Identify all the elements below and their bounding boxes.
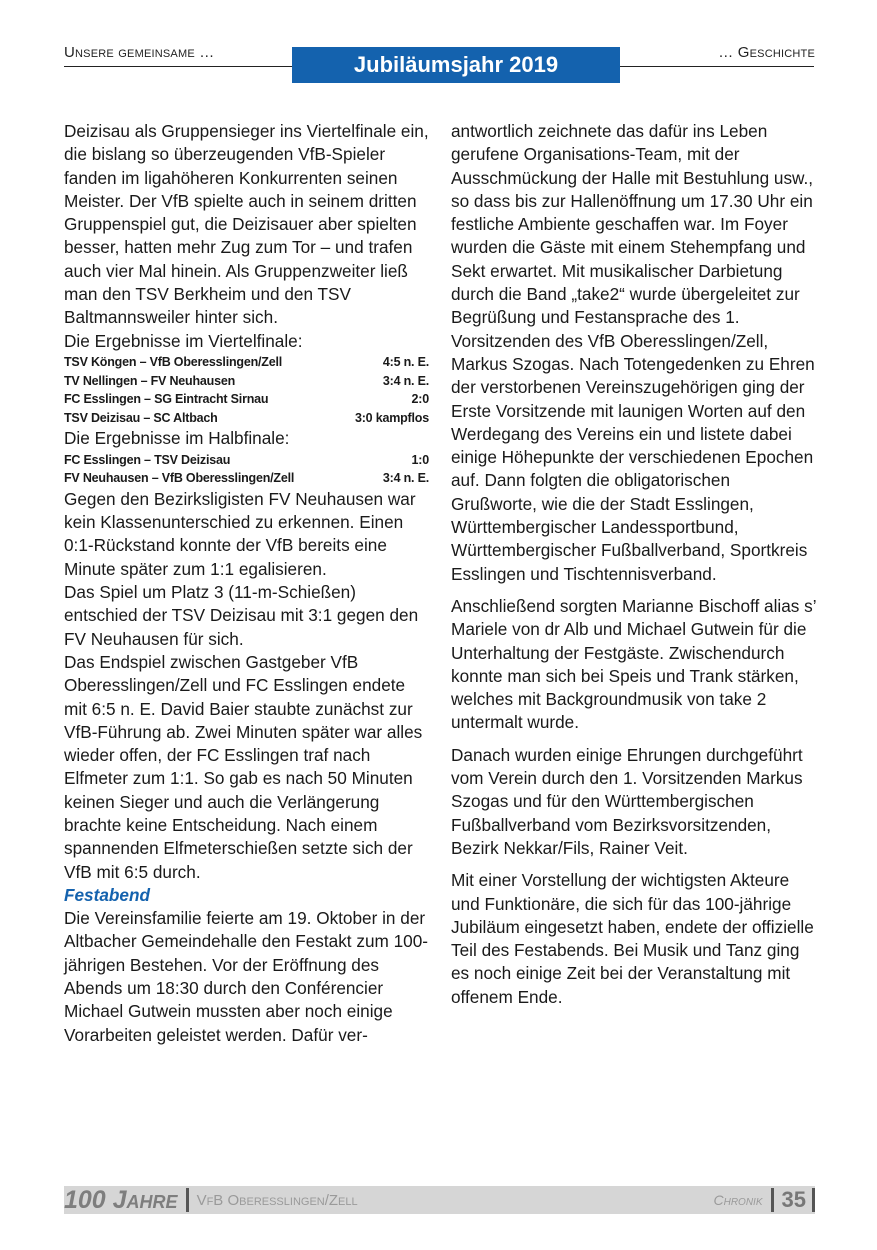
result-row — [64, 372, 429, 391]
quarterfinal-heading: Die Ergebnisse im Viertelfinale: — [64, 330, 303, 351]
result-score: 1:0 — [411, 452, 429, 467]
header-banner: Jubiläumsjahr 2019 — [292, 47, 620, 83]
header-left-text: Unsere gemeinsame … — [64, 44, 215, 61]
footer-divider — [771, 1188, 774, 1212]
result-row — [64, 451, 429, 470]
semifinal-heading: Die Ergebnisse im Halbfinale: — [64, 428, 290, 449]
right-column — [451, 120, 817, 1018]
page-number: 35 — [781, 1187, 806, 1212]
result-match: TSV Köngen – VfB Oberesslingen/Zell — [64, 354, 283, 369]
paragraph: Das Endspiel zwischen Gastgeber VfB Oberesslingen/Zell und FC Esslingen endete mit 6:5 n. E. David Baier staubte zunächst zur VfB-Führung ab. Zwei Minuten später war alles wieder offen, der FC Esslingen traf nach Elfmeter zum 1:1. So gab es nach 50 Minuten keinen Sieger und auch die Verlängerung brachte keine Entscheidung. Nach einem spannenden Elfmeterschießen setzte sich der VfB mit 6:5 durch. — [64, 651, 423, 882]
semifinal-results — [64, 451, 429, 488]
result-row — [64, 409, 429, 428]
paragraph: Mit einer Vorstellung der wichtigsten Akteure und Funktionäre, die sich für das 100-jährige Jubiläum eingesetzt haben, endete der offizielle Teil des Festabends. Bei Musik und Tanz ging es noch einige Zeit bei der Veranstaltung mit offenem Ende. — [451, 870, 814, 1007]
result-score: 3:4 n. E. — [382, 373, 429, 388]
footer-section: Chronik — [713, 1192, 763, 1208]
result-row — [64, 469, 429, 488]
quarterfinal-results — [64, 353, 429, 427]
result-match: FC Esslingen – TSV Deizisau — [64, 452, 231, 467]
footer-title: 100 Jahre — [64, 1185, 178, 1214]
result-score: 2:0 — [411, 392, 429, 407]
result-row — [64, 353, 429, 372]
paragraph: Die Vereinsfamilie feierte am 19. Oktober in der Altbacher Gemeindehalle den Festakt zum 100-jährigen Bestehen. Vor der Eröffnung des Abends um 18:30 durch den Conférencier Michael Gutwein mussten aber noch einige Vorarbeiten geleistet werden. Dafür ver- — [64, 908, 429, 1045]
footer-club-name: VfB Oberesslingen/Zell — [196, 1191, 358, 1209]
result-match: TV Nellingen – FV Neuhausen — [64, 373, 236, 388]
footer-right — [714, 1185, 816, 1215]
paragraph: Gegen den Bezirksligisten FV Neuhausen war kein Klassenunterschied zu erkennen. Einen 0:1-Rückstand konnte der VfB bereits eine Minute später zum 1:1 egalisieren. — [64, 488, 416, 579]
result-match: TSV Deizisau – SC Altbach — [64, 410, 218, 425]
result-score: 4:5 n. E. — [382, 354, 429, 369]
result-row — [64, 390, 429, 409]
result-score: 3:0 kampflos — [354, 410, 429, 425]
header-rule-left — [64, 66, 292, 67]
footer-divider — [186, 1188, 189, 1212]
result-score: 3:4 n. E. — [382, 471, 429, 486]
footer-divider — [812, 1188, 815, 1212]
footer-left — [64, 1185, 358, 1215]
header-rule-right — [620, 66, 814, 67]
left-column — [64, 120, 429, 1047]
paragraph: antwortlich zeichnete das dafür ins Leben gerufene Organisations-Team, mit der Ausschmückung der Halle mit Bestuhlung usw., so dass bis zur Hallenöffnung um 17.30 Uhr ein festliche Ambiente geschaffen war. Im Foyer wurden die Gäste mit einem Stehempfang und Sekt erwartet. Mit musikalischer Darbietung durch die Band „take2“ wurde übergeleitet zur Begrüßung und Festansprache des 1. Vorsitzenden des VfB Oberesslingen/Zell, Markus Szogas. Nach Totengedenken zu Ehren der verstorbenen Vereinszugehörigen ging der Erste Vorsitzende mit launigen Worten auf den Werdegang des Vereins ein und listete dabei einige Höhepunkte der verschiedenen Epochen auf. Dann folgten die obligatorischen Grußworte, wie die der Stadt Esslingen, Württembergischer Landessportbund, Württembergischer Fußballverband, Sportkreis Esslingen und Tischtennisverband. — [451, 121, 815, 584]
result-match: FC Esslingen – SG Eintracht Sirnau — [64, 392, 269, 407]
paragraph: Anschließend sorgten Marianne Bischoff alias s’ Mariele von dr Alb und Michael Gutwein für die Unterhaltung der Festgäste. Zwischendurch konnte man sich bei Speis und Trank stärken, welches mit Backgroundmusik von take 2 untermalt wurde. — [451, 595, 816, 733]
result-match: FV Neuhausen – VfB Oberesslingen/Zell — [64, 471, 295, 486]
header-right-text: … Geschichte — [718, 44, 815, 61]
paragraph: Deizisau als Gruppensieger ins Viertelfinale ein, die bislang so überzeugenden VfB-Spieler fanden im ligahöheren Konkurrenten seinen Meister. Der VfB spielte auch in seinem dritten Gruppenspiel gut, die Deizisauer aber spielten besser, hatten mehr Zug zum Tor – und trafen auch vier Mal hinein. Als Gruppenzweiter ließ man den TSV Berkheim und den TSV Baltmannsweiler hinter sich. — [64, 121, 429, 328]
paragraph: Das Spiel um Platz 3 (11-m-Schießen) entschied der TSV Deizisau mit 3:1 gegen den FV Neuhausen für sich. — [64, 582, 419, 649]
section-subheading: Festabend — [64, 884, 150, 905]
paragraph: Danach wurden einige Ehrungen durchgeführt vom Verein durch den 1. Vorsitzenden Markus Szogas und für den Württembergischen Fußballverband vom Bezirksvorsitzenden, Bezirk Nekkar/Fils, Rainer Veit. — [451, 744, 803, 858]
